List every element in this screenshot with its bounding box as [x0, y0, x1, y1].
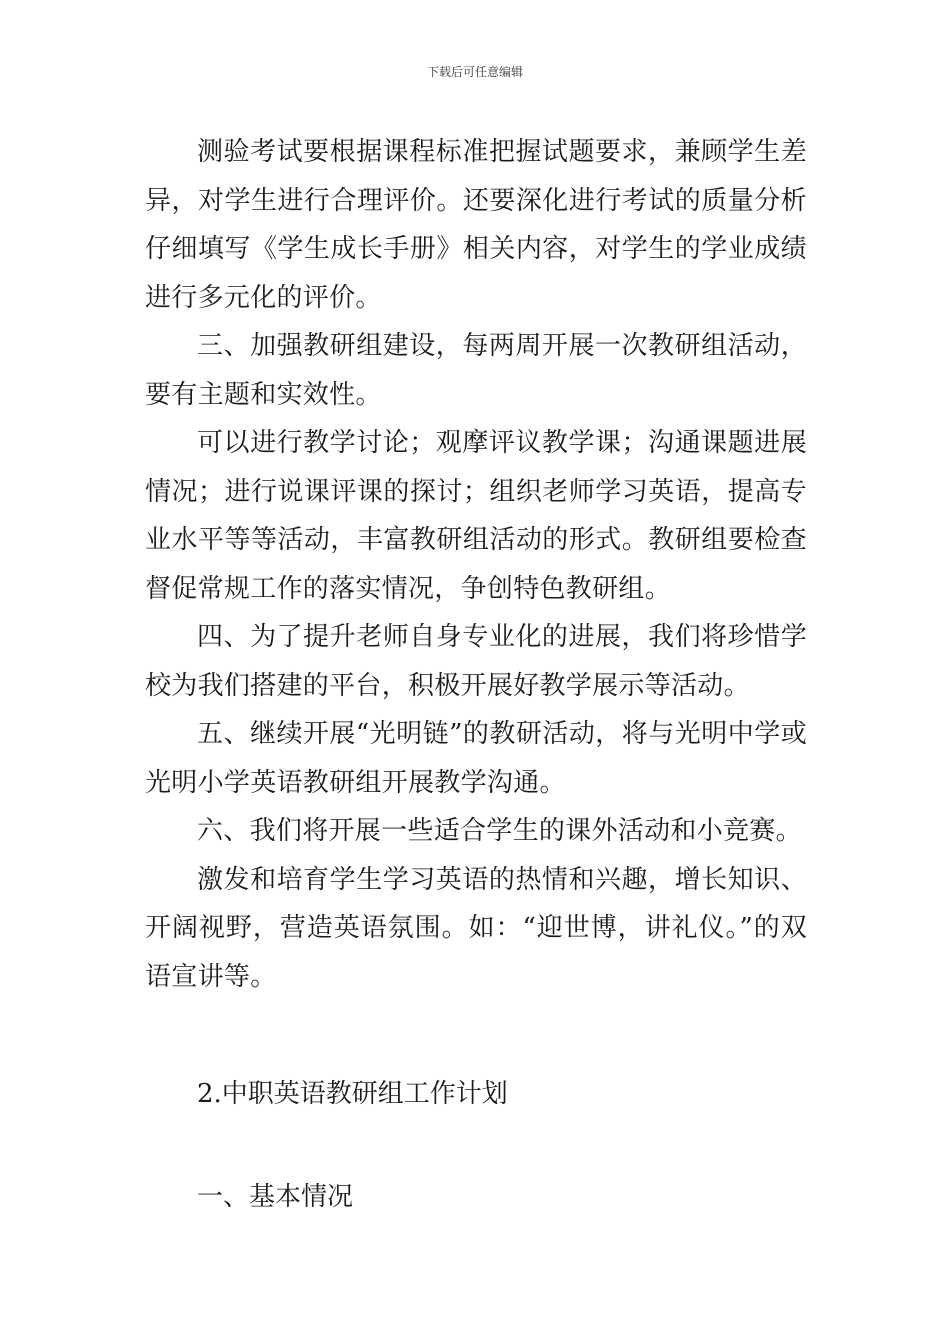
section-title: 一、基本情况	[197, 1182, 354, 1212]
document-title: 2.中职英语教研组工作计划	[197, 1079, 508, 1109]
paragraph: 可以进行教学讨论；观摩评议教学课；沟通课题进展情况；进行说课评课的探讨；组织老师学习英语，提高专业水平等等活动，丰富教研组活动的形式。教研组要检查督促常规工作的落实情况，争创特色教研组。	[145, 428, 807, 604]
paragraph: 三、加强教研组建设，每两周开展一次教研组活动，要有主题和实效性。	[145, 331, 807, 410]
paragraph: 激发和培育学生学习英语的热情和兴趣，增长知识、开阔视野，营造英语氛围。如：“迎世博，讲礼仪。”的双语宣讲等。	[145, 864, 807, 992]
paragraph: 五、继续开展“光明链”的教研活动，将与光明中学或光明小学英语教研组开展教学沟通。	[145, 719, 807, 798]
paragraph: 六、我们将开展一些适合学生的课外活动和小竞赛。	[197, 816, 802, 846]
paragraph: 四、为了提升老师自身专业化的进展，我们将珍惜学校为我们搭建的平台，积极开展好教学展示等活动。	[145, 622, 807, 701]
page-header-note: 下载后可任意编辑	[426, 65, 523, 79]
document-body	[145, 128, 807, 1001]
paragraph: 测验考试要根据课程标准把握试题要求，兼顾学生差异，对学生进行合理评价。还要深化进行考试的质量分析仔细填写《学生成长手册》相关内容，对学生的学业成绩进行多元化的评价。	[145, 137, 807, 313]
